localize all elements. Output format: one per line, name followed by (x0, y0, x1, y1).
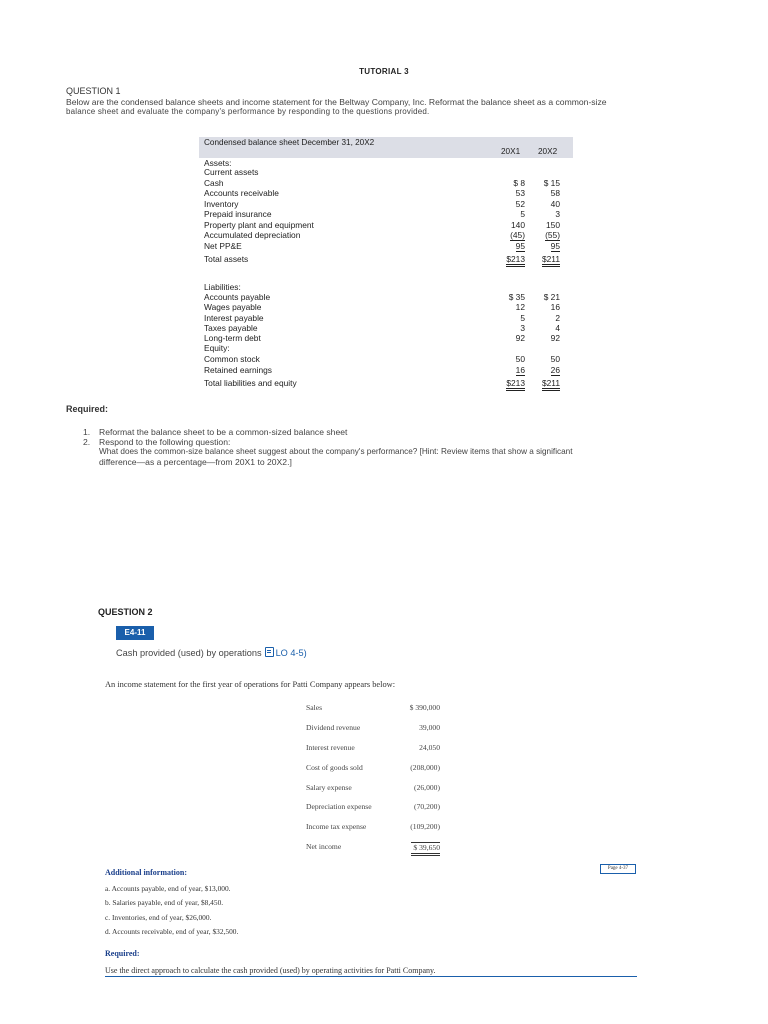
value-20x1: 95 (515, 241, 525, 251)
row-label: Net income (306, 842, 342, 851)
row-label: Taxes payable (204, 323, 258, 333)
page-number-box: Page 4-37 (600, 864, 636, 874)
value-20x1: $ 35 (508, 292, 525, 302)
cash-title-text: Cash provided (used) by operations (116, 648, 262, 658)
value-20x2: 4 (555, 323, 560, 333)
row-value: (109,200) (410, 822, 440, 831)
table-row (199, 354, 573, 364)
value-20x2: 3 (555, 209, 560, 219)
list-item-text: Respond to the following question: (99, 437, 231, 447)
value-20x2: $211 (542, 254, 560, 267)
table-row (306, 802, 446, 812)
row-label: Long-term debt (204, 333, 261, 343)
table-row (199, 313, 573, 323)
list-item-text: Reformat the balance sheet to be a common-sized balance sheet (99, 427, 348, 437)
table-row (199, 254, 573, 264)
row-value: (26,000) (414, 783, 440, 792)
row-label: Cash (204, 178, 224, 188)
list-item: d. Accounts receivable, end of year, $32,500. (105, 927, 239, 936)
value-20x1: 5 (520, 209, 525, 219)
row-value: 39,000 (419, 723, 440, 732)
row-label: Accumulated depreciation (204, 230, 301, 240)
value-20x2: 2 (555, 313, 560, 323)
table-row (199, 220, 573, 230)
value-20x2: 50 (550, 354, 560, 364)
list-item: 2. Respond to the following question: (83, 437, 231, 447)
row-label: Net PP&E (204, 241, 242, 251)
question1-question-line2: difference—as a percentage—from 20X1 to 20X2.] (99, 457, 292, 467)
row-value: (70,200) (414, 802, 440, 811)
row-label: Equity: (204, 343, 230, 353)
value-20x2: 26 (550, 365, 560, 375)
question1-intro (66, 97, 706, 117)
question2-required-text: Use the direct approach to calculate the cash provided (used) by operating activities for Patti Company. (105, 966, 637, 977)
table-row (199, 230, 573, 240)
value-20x2: 40 (550, 199, 560, 209)
value-20x1: 12 (515, 302, 525, 312)
column-20x2: 20X2 (538, 147, 558, 156)
row-label: Salary expense (306, 783, 352, 792)
value-20x2: 16 (550, 302, 560, 312)
value-20x1: $ 8 (513, 178, 525, 188)
row-value: (208,000) (410, 763, 440, 772)
row-value: $ 390,000 (409, 703, 440, 712)
row-label: Assets: (204, 158, 232, 168)
row-label: Inventory (204, 199, 239, 209)
value-20x2: 92 (550, 333, 560, 343)
value-20x1: $213 (506, 378, 525, 391)
column-20x1: 20X1 (501, 147, 521, 156)
table-row (306, 723, 446, 733)
table-row (199, 188, 573, 198)
additional-information-heading: Additional information: (105, 868, 188, 877)
balance-sheet-caption: Condensed balance sheet December 31, 20X2 (204, 138, 375, 147)
value-20x1: 50 (515, 354, 525, 364)
row-label: Liabilities: (204, 282, 241, 292)
document-title: TUTORIAL 3 (359, 67, 409, 76)
table-row (306, 783, 446, 793)
table-row (199, 178, 573, 188)
income-statement-intro: An income statement for the first year of operations for Patti Company appears below: (105, 680, 396, 689)
cash-provided-title (116, 647, 307, 658)
table-row (306, 743, 446, 753)
value-20x2: $ 21 (543, 292, 560, 302)
value-20x2: $ 15 (543, 178, 560, 188)
table-row (306, 703, 446, 713)
learning-objective-icon[interactable] (265, 647, 274, 657)
row-label: Cost of goods sold (306, 763, 363, 772)
balance-sheet-table (199, 137, 573, 388)
value-20x2: $211 (542, 378, 560, 391)
question1-question-line1: What does the common-size balance sheet suggest about the company's performance? [Hint: Review items that show a significant (99, 447, 573, 456)
table-row (306, 842, 446, 852)
row-label: Accounts payable (204, 292, 271, 302)
row-label: Common stock (204, 354, 260, 364)
row-label: Prepaid insurance (204, 209, 272, 219)
table-row (199, 199, 573, 209)
table-row (199, 378, 573, 388)
value-20x1: 16 (515, 365, 525, 375)
row-label: Accounts receivable (204, 188, 279, 198)
question1-intro-line2: balance sheet and evaluate the company's performance by responding to the questions provided. (66, 107, 430, 116)
value-20x1: $213 (506, 254, 525, 267)
value-20x1: 5 (520, 313, 525, 323)
value-20x1: 3 (520, 323, 525, 333)
row-label: Dividend revenue (306, 723, 361, 732)
row-label: Property plant and equipment (204, 220, 314, 230)
value-20x1: 53 (515, 188, 525, 198)
question2-heading: QUESTION 2 (98, 607, 153, 617)
row-label: Depreciation expense (306, 802, 372, 811)
table-row (199, 282, 573, 292)
table-row (199, 333, 573, 343)
value-20x1: (45) (510, 230, 525, 240)
list-item: a. Accounts payable, end of year, $13,000. (105, 884, 231, 893)
table-row (199, 241, 573, 251)
list-item: 1. Reformat the balance sheet to be a common-sized balance sheet (83, 427, 348, 437)
question1-required-list (83, 427, 683, 467)
balance-sheet-header (199, 137, 573, 158)
row-label: Current assets (204, 167, 259, 177)
list-item: b. Salaries payable, end of year, $8,450. (105, 898, 224, 907)
table-row (199, 365, 573, 375)
question1-intro-line1: Below are the condensed balance sheets and income statement for the Beltway Company, Inc. Reformat the balance sheet as a common-size (66, 97, 607, 107)
value-20x1: 140 (511, 220, 525, 230)
table-row (306, 822, 446, 832)
row-value: $ 39,650 (411, 842, 440, 856)
table-row (199, 343, 573, 353)
table-row (199, 302, 573, 312)
row-label: Retained earnings (204, 365, 272, 375)
table-row (199, 209, 573, 219)
value-20x1: 52 (515, 199, 525, 209)
table-row (199, 167, 573, 177)
value-20x2: (55) (545, 230, 560, 240)
question1-heading: QUESTION 1 (66, 86, 121, 96)
row-value: 24,050 (419, 743, 440, 752)
lo-link[interactable]: LO 4-5) (275, 648, 307, 658)
table-row (199, 292, 573, 302)
row-label: Total assets (204, 254, 249, 264)
value-20x2: 95 (550, 241, 560, 251)
question1-required-heading: Required: (66, 404, 109, 414)
table-row (306, 763, 446, 773)
question2-required-heading: Required: (105, 949, 140, 958)
list-item: c. Inventories, end of year, $26,000. (105, 913, 212, 922)
value-20x1: 92 (515, 333, 525, 343)
row-label: Interest revenue (306, 743, 355, 752)
value-20x2: 150 (546, 220, 560, 230)
row-label: Sales (306, 703, 323, 712)
row-label: Interest payable (204, 313, 264, 323)
table-row (199, 323, 573, 333)
row-label: Total liabilities and equity (204, 378, 297, 388)
exercise-badge: E4-11 (116, 626, 154, 640)
row-label: Income tax expense (306, 822, 367, 831)
row-label: Wages payable (204, 302, 262, 312)
value-20x2: 58 (550, 188, 560, 198)
